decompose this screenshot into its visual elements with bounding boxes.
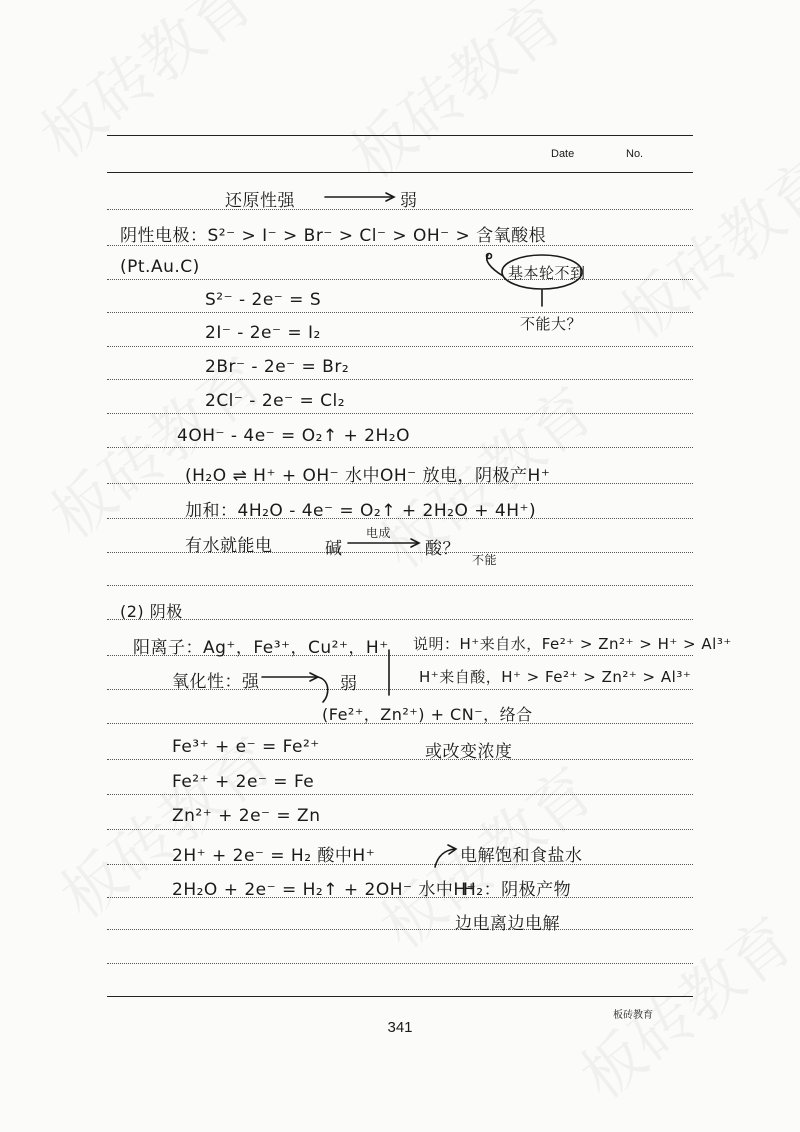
base-label: 碱 [325, 539, 343, 559]
note-below: 不能大？ [520, 315, 583, 333]
reaction-sulfide: S²⁻ - 2e⁻ = S [205, 290, 322, 310]
brand-label: 板砖教育 [613, 1010, 653, 1021]
reaction-iodide: 2I⁻ - 2e⁻ = I₂ [205, 323, 321, 343]
concentration-note: 或改变浓度 [425, 742, 513, 762]
ionize-electrolyze-note: 边电离边电解 [455, 914, 560, 934]
reaction-chloride: 2Cl⁻ - 2e⁻ = Cl₂ [205, 391, 346, 411]
no-label: No. [626, 148, 644, 160]
anode-order: 阴性电极：S²⁻ > I⁻ > Br⁻ > Cl⁻ > OH⁻ > 含氧酸根 [120, 226, 547, 246]
complex-note: (Fe²⁺，Zn²⁺) + CN⁻，络合 [322, 705, 533, 724]
reaction-fe3: Fe³⁺ + e⁻ = Fe²⁺ [172, 737, 320, 757]
water-ionization: (H₂O ⇌ H⁺ + OH⁻ 水中OH⁻ 放电，阴极产H⁺ [185, 466, 551, 486]
reducibility-weak: 弱 [400, 191, 418, 211]
reaction-fe2: Fe²⁺ + 2e⁻ = Fe [172, 772, 315, 792]
reducibility-strong: 还原性强 [225, 191, 295, 211]
water-note: 有水就能电 [185, 536, 273, 556]
oxidizing-strong: 氧化性：强 [172, 672, 260, 692]
note-acid-h: H⁺来自酸，H⁺ > Fe²⁺ > Zn²⁺ > Al³⁺ [419, 668, 692, 686]
reaction-h-acid: 2H⁺ + 2e⁻ = H₂ 酸中H⁺ [172, 846, 376, 866]
date-label: Date [551, 148, 575, 160]
cannot-label: 不能 [472, 553, 498, 567]
section-cathode: (2) 阴极 [120, 602, 183, 621]
page-number: 341 [387, 1019, 413, 1036]
inert-electrodes: (Pt.Au.C) [120, 257, 200, 277]
oxidizing-weak: 弱 [340, 674, 358, 694]
h2-product-note: H₂：阴极产物 [463, 880, 572, 900]
sum-reaction: 加和：4H₂O - 4e⁻ = O₂↑ + 2H₂O + 4H⁺) [185, 501, 537, 521]
arrow-label: 电成 [366, 526, 392, 540]
cations: 阳离子：Ag⁺，Fe³⁺，Cu²⁺，H⁺ [133, 638, 389, 658]
reaction-hydroxide: 4OH⁻ - 4e⁻ = O₂↑ + 2H₂O [177, 426, 410, 446]
note-water-h: 说明：H⁺来自水，Fe²⁺ > Zn²⁺ > H⁺ > Al³⁺ [413, 635, 732, 653]
brine-note: 电解饱和食盐水 [460, 846, 583, 866]
circled-note: 基本轮不到 [508, 264, 586, 282]
reaction-bromide: 2Br⁻ - 2e⁻ = Br₂ [205, 357, 350, 377]
acid-label: 酸？ [425, 539, 460, 559]
reaction-zn: Zn²⁺ + 2e⁻ = Zn [172, 806, 321, 826]
reaction-h-water: 2H₂O + 2e⁻ = H₂↑ + 2OH⁻ 水中H⁺ [172, 880, 477, 900]
